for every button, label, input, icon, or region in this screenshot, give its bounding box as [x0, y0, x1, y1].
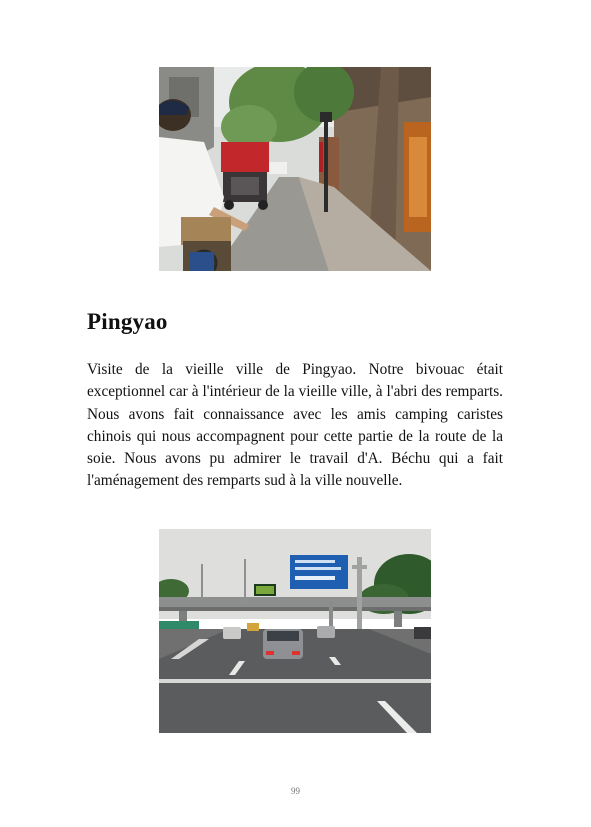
section-heading: Pingyao [87, 309, 168, 334]
hutong-street-photo [159, 67, 431, 271]
body-paragraph: Visite de la vieille ville de Pingyao. Notre bivouac était exceptionnel car à l'intérieur de la vieille ville, à l'abri des remparts. Nous avons fait connaissance avec les amis camping caristes chinois qui nous accompagnent pour cette partie de la route de la soie. Nous avons pu admirer le travail d'A. Béchu qui a fait l'aménagement des remparts sud à la ville nouvelle. [87, 361, 503, 490]
page-number: 99 [291, 786, 300, 796]
highway-photo [159, 529, 431, 733]
